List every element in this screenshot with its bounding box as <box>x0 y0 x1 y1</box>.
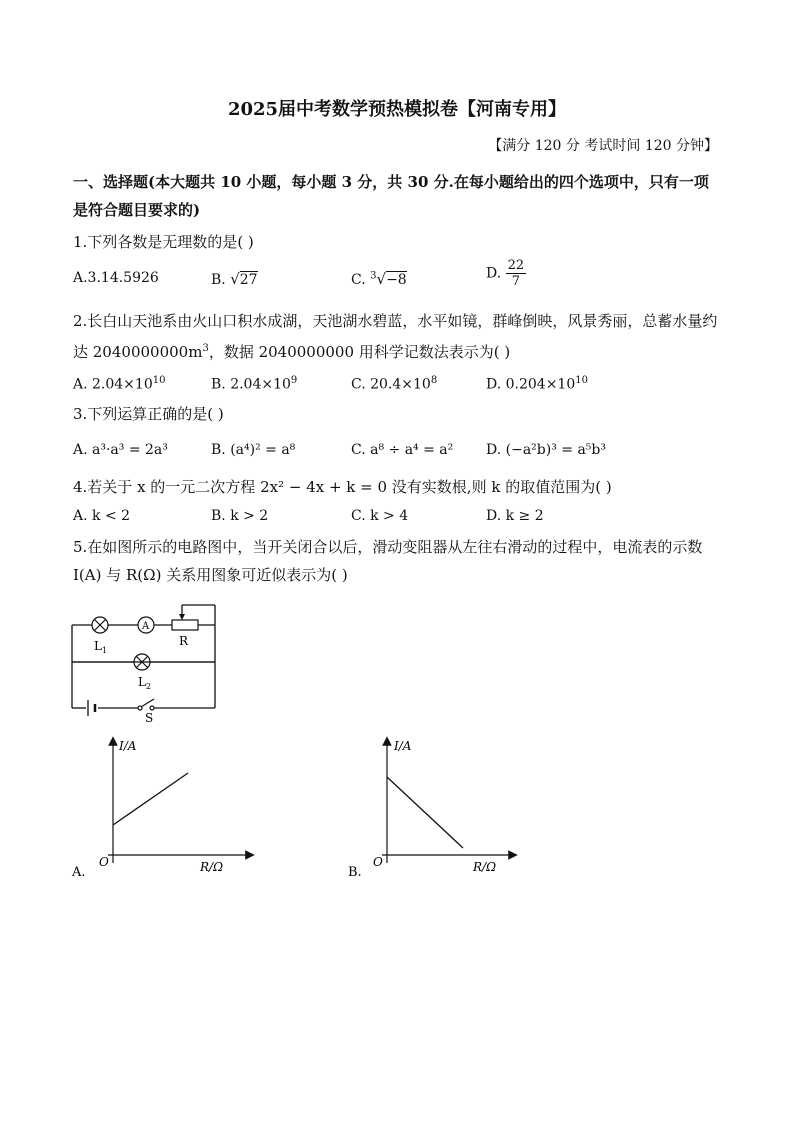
label-l2: $L_2$ <box>138 675 152 691</box>
graph-a-ylabel: I/A <box>119 739 137 753</box>
battery-icon <box>88 700 95 716</box>
section-heading: 一、选择题(本大题共 10 小题，每小题 3 分，共 30 分.在每小题给出的四个选项中，只有一项是符合题目要求的) <box>73 173 709 219</box>
label-s: S <box>145 711 154 725</box>
graph-a-label: A. <box>72 865 86 880</box>
q1-option-d: D. $\frac{22}{7}$ <box>486 258 525 289</box>
q1-d-fraction: $\frac{22}{7}$ <box>507 258 525 289</box>
q2-option-a: A. $2.04\times 10^{10}$ <box>73 375 166 393</box>
q1-option-c: C. $^3$√−8 <box>351 270 407 288</box>
q2-option-d: D. $0.204\times 10^{10}$ <box>486 375 588 393</box>
q3-option-b: B. (a⁴)² = a⁸ <box>211 442 296 458</box>
question-3-stem: 3.下列运算正确的是( ) <box>73 405 224 423</box>
question-2-stem: 2.长白山天池系由火山口积水成湖，天池湖水碧蓝，水平如镜，群峰倒映，风景秀丽，总蓄水量约达 $2040000000m^3$，数据 2040000000 用科学记数法表示为( ) <box>73 312 718 361</box>
label-r: R <box>179 634 189 648</box>
q4-option-c: C. k > 4 <box>351 508 409 524</box>
q1-c-index: 3 <box>370 270 377 282</box>
label-l1: $L_1$ <box>94 639 108 655</box>
graph-b-origin: O <box>373 855 383 869</box>
q1-b-radicand: 27 <box>239 272 258 288</box>
q2-option-b: B. $2.04\times 10^9$ <box>211 375 298 393</box>
q3-option-c: C. a⁸ ÷ a⁴ = a² <box>351 442 454 458</box>
graph-b-label: B. <box>348 865 362 880</box>
graph-b-xlabel: R/Ω <box>473 860 497 874</box>
graph-a <box>70 735 270 885</box>
slider-arrow-icon <box>179 614 185 620</box>
question-5-stem: 5.在如图所示的电路图中，当开关闭合以后，滑动变阻器从左往右滑动的过程中，电流表的示数 I(A) 与 R(Ω) 关系用图象可近似表示为( ) <box>73 538 703 584</box>
q4-option-d: D. k ≥ 2 <box>486 508 544 524</box>
svg-text:A: A <box>142 621 150 632</box>
q1-option-b: B. √27 <box>211 270 258 288</box>
graph-b-ylabel: I/A <box>394 739 412 753</box>
q1-c-radicand: −8 <box>386 272 407 288</box>
q2-option-c: C. $20.4\times 10^8$ <box>351 375 438 393</box>
page-title: 2025届中考数学预热模拟卷【河南专用】 <box>227 99 567 120</box>
q1-option-a: A.3.14.5926 <box>73 270 159 286</box>
lamp-l1-icon <box>92 617 108 633</box>
rheostat-icon <box>172 620 198 630</box>
exam-meta: 【满分 120 分 考试时间 120 分钟】 <box>488 138 718 154</box>
graph-a-xlabel: R/Ω <box>200 860 224 874</box>
graph-b <box>345 735 545 885</box>
q3-option-d: D. (−a²b)³ = a⁵b³ <box>486 442 606 458</box>
q4-option-a: A. k < 2 <box>73 508 131 524</box>
graph-a-line <box>113 773 188 825</box>
graph-b-line <box>387 777 463 848</box>
question-1-stem: 1.下列各数是无理数的是( ) <box>73 233 254 251</box>
q3-option-a: A. a³·a³ = 2a³ <box>73 442 168 458</box>
switch-icon <box>138 699 154 710</box>
q4-option-b: B. k > 2 <box>211 508 269 524</box>
graph-a-origin: O <box>99 855 109 869</box>
question-4-stem: 4.若关于 x 的一元二次方程 2x² − 4x + k = 0 没有实数根,则 k 的取值范围为( ) <box>73 478 612 496</box>
ammeter-icon <box>138 617 154 633</box>
circuit-diagram <box>60 600 230 725</box>
